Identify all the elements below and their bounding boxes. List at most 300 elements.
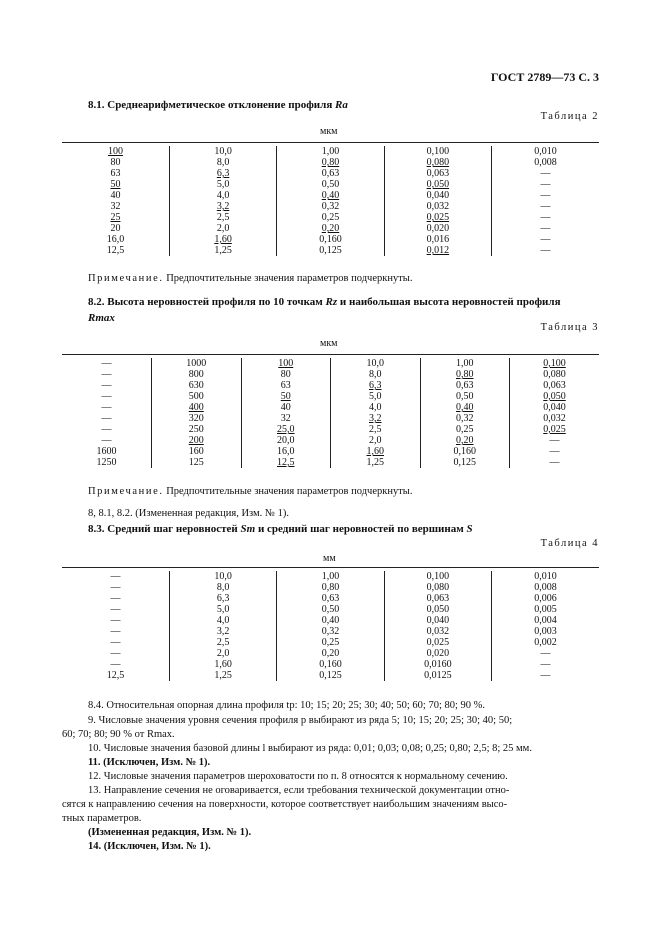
table-cell xyxy=(384,168,491,179)
table-cell xyxy=(169,571,276,582)
symbol-sm: Sm xyxy=(240,523,256,535)
table-cell xyxy=(241,380,331,391)
table-cell xyxy=(277,582,384,593)
table-cell xyxy=(62,648,169,659)
table-3-label: Таблица 3 xyxy=(540,322,599,333)
table-row xyxy=(62,435,599,446)
cell-value: — xyxy=(540,179,551,190)
table-row xyxy=(62,358,599,369)
cell-value: 8,0 xyxy=(216,157,230,168)
table-row xyxy=(62,571,599,582)
cell-value: 63 xyxy=(110,168,121,179)
cell-value: 0,010 xyxy=(534,146,557,157)
cell-value: 10,0 xyxy=(214,571,232,582)
cell-value: 0,40 xyxy=(456,402,474,413)
table-cell xyxy=(277,626,384,637)
table-cell xyxy=(331,413,421,424)
table-cell xyxy=(169,157,276,168)
table-cell xyxy=(241,435,331,446)
cell-value: 0,032 xyxy=(426,626,450,637)
table-cell xyxy=(277,179,384,190)
table-3-top-rule xyxy=(62,354,599,355)
table-cell xyxy=(492,146,599,157)
cell-value: — xyxy=(540,234,551,245)
table-cell xyxy=(277,190,384,201)
cell-value: 1,60 xyxy=(214,234,232,245)
cell-value: 50 xyxy=(280,391,291,402)
cell-value: 0,032 xyxy=(426,201,450,212)
cell-value: 12,5 xyxy=(106,670,125,681)
table-cell xyxy=(331,358,421,369)
table-cell xyxy=(331,457,421,468)
table-cell xyxy=(62,245,169,256)
table-cell xyxy=(420,358,510,369)
cell-value: — xyxy=(549,435,560,446)
cell-value: 3,2 xyxy=(216,201,230,212)
table-cell xyxy=(62,168,169,179)
table-row xyxy=(62,146,599,157)
cell-value: 0,25 xyxy=(456,424,474,435)
table-cell xyxy=(384,626,491,637)
cell-value: 0,003 xyxy=(534,626,557,637)
table-cell xyxy=(62,571,169,582)
cell-value: 0,20 xyxy=(456,435,474,446)
cell-value: — xyxy=(110,582,121,593)
table-cell xyxy=(492,637,599,648)
table-cell xyxy=(169,593,276,604)
cell-value: — xyxy=(110,659,121,670)
table-cell xyxy=(62,157,169,168)
cell-value: 0,63 xyxy=(321,593,340,604)
cell-value: 25 xyxy=(110,212,121,223)
cell-value: 1,25 xyxy=(366,457,384,468)
cell-value: 0,025 xyxy=(426,637,450,648)
table-cell xyxy=(62,435,152,446)
table-cell xyxy=(492,234,599,245)
paragraph-13-line-2: сятся к направлению сечения на поверхности, которое соответствует наибольшим значениям высо- xyxy=(62,799,508,810)
table-cell xyxy=(169,615,276,626)
table-cell xyxy=(62,201,169,212)
table-cell xyxy=(420,457,510,468)
table-row xyxy=(62,179,599,190)
table-cell xyxy=(492,201,599,212)
cell-value: 2,5 xyxy=(216,637,230,648)
cell-value: 500 xyxy=(188,391,204,402)
table-row xyxy=(62,402,599,413)
cell-value: 12,5 xyxy=(106,245,125,256)
table-cell xyxy=(492,670,599,681)
cell-value: 0,100 xyxy=(426,146,450,157)
cell-value: 0,50 xyxy=(321,604,340,615)
cell-value: 0,0160 xyxy=(424,659,452,670)
table-row xyxy=(62,604,599,615)
table-2 xyxy=(62,146,599,256)
table-cell xyxy=(510,424,600,435)
cell-value: — xyxy=(110,571,121,582)
cell-value: 6,3 xyxy=(369,380,382,391)
cell-value: 0,063 xyxy=(543,380,566,391)
table-cell xyxy=(152,369,242,380)
paragraph-13-line-3: тных параметров. xyxy=(62,813,142,824)
table-cell xyxy=(152,457,242,468)
cell-value: 0,125 xyxy=(319,245,342,256)
table-cell xyxy=(492,223,599,234)
cell-value: — xyxy=(540,190,551,201)
cell-value: 80 xyxy=(110,157,121,168)
cell-value: 8,0 xyxy=(216,582,230,593)
table-cell xyxy=(492,659,599,670)
paragraph-10: 10. Числовые значения базовой длины l выбирают из ряда: 0,01; 0,03; 0,08; 0,25; 0,80; 2,5; 8; 25 мм. xyxy=(88,743,532,754)
table-cell xyxy=(62,212,169,223)
table-cell xyxy=(510,435,600,446)
cell-value: — xyxy=(540,245,551,256)
table-cell xyxy=(492,168,599,179)
table-cell xyxy=(169,168,276,179)
cell-value: 1,60 xyxy=(366,446,384,457)
cell-value: 0,050 xyxy=(426,179,450,190)
section-8-2-title: 8.2. Высота неровностей профиля по 10 точкам Rz и наибольшая высота неровностей профиля Rmax xyxy=(88,296,561,324)
table-row xyxy=(62,582,599,593)
table-cell xyxy=(384,157,491,168)
table-4-label: Таблица 4 xyxy=(540,538,599,549)
cell-value: 2,0 xyxy=(216,223,230,234)
table-cell xyxy=(169,201,276,212)
cell-value: 4,0 xyxy=(216,615,230,626)
cell-value: 4,0 xyxy=(369,402,382,413)
cell-value: 630 xyxy=(188,380,204,391)
cell-value: 0,080 xyxy=(426,157,450,168)
cell-value: 125 xyxy=(188,457,204,468)
cell-value: — xyxy=(110,604,121,615)
cell-value: 0,160 xyxy=(319,659,342,670)
table-cell xyxy=(510,391,600,402)
cell-value: — xyxy=(101,391,112,402)
cell-value: 50 xyxy=(110,179,121,190)
table-row xyxy=(62,190,599,201)
table-cell xyxy=(384,223,491,234)
cell-value: — xyxy=(540,670,551,681)
table-cell xyxy=(241,391,331,402)
cell-value: 0,32 xyxy=(321,201,340,212)
table-cell xyxy=(169,582,276,593)
cell-value: 32 xyxy=(110,201,121,212)
cell-value: 0,040 xyxy=(426,190,450,201)
cell-value: 0,080 xyxy=(426,582,450,593)
cell-value: 16,0 xyxy=(277,446,295,457)
cell-value: — xyxy=(101,424,112,435)
cell-value: 800 xyxy=(188,369,204,380)
cell-value: 0,20 xyxy=(321,223,340,234)
cell-value: 0,080 xyxy=(543,369,566,380)
cell-value: 2,0 xyxy=(216,648,230,659)
table-cell xyxy=(62,593,169,604)
table-cell xyxy=(420,435,510,446)
table-row xyxy=(62,593,599,604)
table-cell xyxy=(277,201,384,212)
cell-value: 0,160 xyxy=(453,446,476,457)
cell-value: 6,3 xyxy=(216,593,230,604)
cell-value: 0,63 xyxy=(321,168,340,179)
cell-value: — xyxy=(110,648,121,659)
table-cell xyxy=(492,179,599,190)
table-cell xyxy=(62,424,152,435)
table-cell xyxy=(277,615,384,626)
cell-value: 0,008 xyxy=(534,157,557,168)
cell-value: 5,0 xyxy=(216,604,230,615)
cell-value: — xyxy=(101,435,112,446)
table-cell xyxy=(492,615,599,626)
cell-value: 0,32 xyxy=(456,413,474,424)
table-cell xyxy=(62,582,169,593)
table-row xyxy=(62,457,599,468)
cell-value: — xyxy=(101,413,112,424)
cell-value: 0,80 xyxy=(321,582,340,593)
table-cell xyxy=(241,424,331,435)
table-3 xyxy=(62,358,599,468)
table-cell xyxy=(277,234,384,245)
amendment-note-2: (Измененная редакция, Изм. № 1). xyxy=(88,827,252,838)
table-row xyxy=(62,245,599,256)
table-cell xyxy=(152,446,242,457)
table-cell xyxy=(331,369,421,380)
cell-value: — xyxy=(549,446,560,457)
cell-value: 5,0 xyxy=(216,179,230,190)
cell-value: 0,125 xyxy=(319,670,342,681)
cell-value: 0,40 xyxy=(321,615,340,626)
cell-value: 0,050 xyxy=(426,604,450,615)
table-row xyxy=(62,615,599,626)
cell-value: 0,008 xyxy=(534,582,557,593)
table-cell xyxy=(277,146,384,157)
page-header: ГОСТ 2789—73 С. 3 xyxy=(490,70,599,84)
cell-value: 1,25 xyxy=(214,670,232,681)
cell-value: 400 xyxy=(188,402,204,413)
table-cell xyxy=(62,223,169,234)
table-cell xyxy=(492,157,599,168)
table-cell xyxy=(510,413,600,424)
cell-value: 0,063 xyxy=(426,593,450,604)
table-row xyxy=(62,201,599,212)
cell-value: 40 xyxy=(110,190,121,201)
cell-value: 1600 xyxy=(96,446,117,457)
table-cell xyxy=(62,659,169,670)
table-cell xyxy=(331,446,421,457)
table-cell xyxy=(152,413,242,424)
cell-value: 1,25 xyxy=(214,245,232,256)
cell-value: 20 xyxy=(110,223,121,234)
cell-value: — xyxy=(101,402,112,413)
symbol-ra: Ra xyxy=(335,99,348,111)
cell-value: 80 xyxy=(280,369,291,380)
cell-value: 0,020 xyxy=(426,648,450,659)
table-row xyxy=(62,659,599,670)
table-cell xyxy=(420,413,510,424)
table-cell xyxy=(492,212,599,223)
cell-value: 0,005 xyxy=(534,604,557,615)
table-cell xyxy=(152,402,242,413)
cell-value: 0,40 xyxy=(321,190,340,201)
table-cell xyxy=(62,413,152,424)
table-cell xyxy=(384,212,491,223)
table-cell xyxy=(420,446,510,457)
table-cell xyxy=(277,637,384,648)
cell-value: — xyxy=(540,648,551,659)
cell-value: 0,016 xyxy=(426,234,450,245)
table-cell xyxy=(510,369,600,380)
cell-value: 10,0 xyxy=(366,358,384,369)
paragraph-13-line-1: 13. Направление сечения не оговаривается, если требования технической документации отно- xyxy=(88,785,510,796)
table-cell xyxy=(492,190,599,201)
table-cell xyxy=(420,380,510,391)
table-cell xyxy=(492,593,599,604)
table-cell xyxy=(62,402,152,413)
paragraph-9-line-1: 9. Числовые значения уровня сечения профиля p выбирают из ряда 5; 10; 15; 20; 25; 30; 40; 50; xyxy=(88,715,513,726)
table-cell xyxy=(277,659,384,670)
table-cell xyxy=(277,604,384,615)
table-cell xyxy=(384,571,491,582)
cell-value: 63 xyxy=(280,380,291,391)
cell-value: — xyxy=(101,369,112,380)
table-cell xyxy=(277,648,384,659)
cell-value: 40 xyxy=(280,402,291,413)
cell-value: 5,0 xyxy=(369,391,382,402)
cell-value: 0,002 xyxy=(534,637,557,648)
table-3-unit: мкм xyxy=(320,338,338,349)
table-cell xyxy=(277,245,384,256)
cell-value: 1,00 xyxy=(321,571,340,582)
table-row xyxy=(62,157,599,168)
amendment-note-1: 8, 8.1, 8.2. (Измененная редакция, Изм. № 1). xyxy=(88,508,289,519)
table-cell xyxy=(492,626,599,637)
table-cell xyxy=(510,446,600,457)
table-row xyxy=(62,413,599,424)
cell-value: 0,006 xyxy=(534,593,557,604)
table-cell xyxy=(169,179,276,190)
table-cell xyxy=(331,424,421,435)
cell-value: 10,0 xyxy=(214,146,232,157)
cell-value: 3,2 xyxy=(216,626,230,637)
cell-value: — xyxy=(101,358,112,369)
table-cell xyxy=(384,234,491,245)
symbol-rz: Rz xyxy=(325,296,338,308)
table-cell xyxy=(420,424,510,435)
table-cell xyxy=(277,670,384,681)
table-4 xyxy=(62,571,599,681)
cell-value: 2,0 xyxy=(369,435,382,446)
table-cell xyxy=(277,157,384,168)
table-cell xyxy=(384,637,491,648)
cell-value: 6,3 xyxy=(216,168,230,179)
table-cell xyxy=(384,201,491,212)
cell-value: 32 xyxy=(280,413,291,424)
table-cell xyxy=(169,234,276,245)
table-2-top-rule xyxy=(62,142,599,143)
table-cell xyxy=(510,457,600,468)
cell-value: 12,5 xyxy=(277,457,295,468)
table-cell xyxy=(169,245,276,256)
cell-value: 250 xyxy=(188,424,204,435)
table-cell xyxy=(277,168,384,179)
table-cell xyxy=(331,380,421,391)
table-2-note: Примечание. Предпочтительные значения параметров подчеркнуты. xyxy=(88,273,413,284)
cell-value: 0,100 xyxy=(543,358,566,369)
cell-value: 1250 xyxy=(96,457,117,468)
table-cell xyxy=(169,190,276,201)
table-row xyxy=(62,446,599,457)
table-4-unit: мм xyxy=(323,553,336,564)
table-cell xyxy=(241,402,331,413)
cell-value: 1000 xyxy=(186,358,207,369)
cell-value: 0,025 xyxy=(426,212,450,223)
table-cell xyxy=(62,146,169,157)
table-cell xyxy=(492,604,599,615)
table-cell xyxy=(492,245,599,256)
cell-value: — xyxy=(540,659,551,670)
cell-value: 0,63 xyxy=(456,380,474,391)
table-row xyxy=(62,424,599,435)
paragraph-9-line-2: 60; 70; 80; 90 % от Rmax. xyxy=(62,729,175,740)
table-cell xyxy=(420,402,510,413)
cell-value: 0,040 xyxy=(543,402,566,413)
cell-value: 0,100 xyxy=(426,571,450,582)
table-cell xyxy=(241,358,331,369)
table-cell xyxy=(384,245,491,256)
cell-value: 0,50 xyxy=(321,179,340,190)
table-row xyxy=(62,212,599,223)
table-cell xyxy=(384,179,491,190)
table-row xyxy=(62,626,599,637)
table-row xyxy=(62,223,599,234)
table-cell xyxy=(492,582,599,593)
table-cell xyxy=(384,593,491,604)
cell-value: 0,80 xyxy=(321,157,340,168)
table-cell xyxy=(169,626,276,637)
table-cell xyxy=(331,391,421,402)
table-row xyxy=(62,380,599,391)
cell-value: 0,063 xyxy=(426,168,450,179)
table-cell xyxy=(169,648,276,659)
section-8-1-title: 8.1. Среднеарифметическое отклонение профиля Ra xyxy=(88,99,348,111)
cell-value: 160 xyxy=(188,446,204,457)
table-cell xyxy=(277,223,384,234)
table-cell xyxy=(384,659,491,670)
table-cell xyxy=(492,648,599,659)
table-row xyxy=(62,637,599,648)
cell-value: 8,0 xyxy=(369,369,382,380)
cell-value: 100 xyxy=(278,358,294,369)
table-cell xyxy=(331,435,421,446)
table-cell xyxy=(62,190,169,201)
cell-value: 0,050 xyxy=(543,391,566,402)
table-3-note: Примечание. Предпочтительные значения параметров подчеркнуты. xyxy=(88,486,413,497)
paragraph-14: 14. (Исключен, Изм. № 1). xyxy=(88,841,211,852)
table-cell xyxy=(169,659,276,670)
table-cell xyxy=(384,648,491,659)
table-cell xyxy=(62,446,152,457)
cell-value: 200 xyxy=(188,435,204,446)
table-cell xyxy=(169,223,276,234)
cell-value: 0,20 xyxy=(321,648,340,659)
table-cell xyxy=(169,212,276,223)
table-cell xyxy=(384,615,491,626)
table-cell xyxy=(152,380,242,391)
table-row xyxy=(62,391,599,402)
table-4-top-rule xyxy=(62,567,599,568)
table-cell xyxy=(241,446,331,457)
cell-value: 0,025 xyxy=(543,424,566,435)
table-cell xyxy=(384,582,491,593)
table-row xyxy=(62,670,599,681)
